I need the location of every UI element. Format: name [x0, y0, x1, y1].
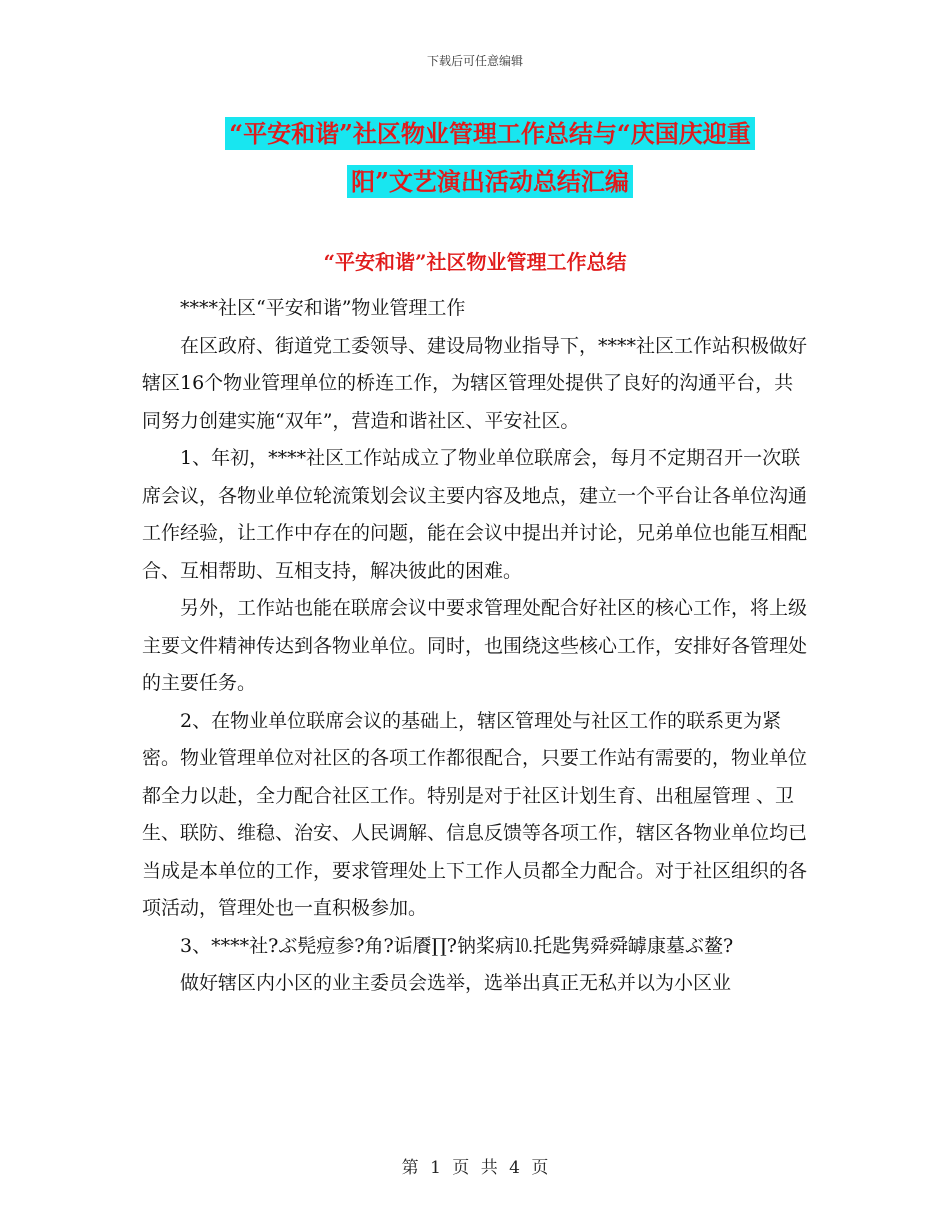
document-title-line-2: 阳”文艺演出活动总结汇编 — [347, 165, 633, 198]
header-note: 下载后可任意编辑 — [426, 54, 523, 68]
page-footer: 第 1 页 共 4 页 — [401, 1158, 549, 1178]
paragraph: 另外，工作站也能在联席会议中要求管理处配合好社区的核心工作，将上级主要文件精神传达到各物业单位。同时，也围绕这些核心工作，安排好各管理处的主要任务。 — [142, 597, 808, 694]
section-title: “平安和谐”社区物业管理工作总结 — [323, 250, 627, 274]
body-text — [142, 290, 808, 1003]
document-title — [160, 110, 820, 206]
document-title-line-1: “平安和谐”社区物业管理工作总结与“庆国庆迎重 — [225, 117, 754, 150]
paragraph: 3、****社?ぶ髡痘参?角?诟餍∏?钠桨病⒑托匙隽舜舜罅康墓ぶ鳌? — [180, 934, 734, 957]
paragraph: ****社区“平安和谐”物业管理工作 — [180, 297, 466, 319]
paragraph: 2、在物业单位联席会议的基础上，辖区管理处与社区工作的联系更为紧密。物业管理单位对社区的各项工作都很配合，只要工作站有需要的，物业单位都全力以赴，全力配合社区工作。特别是对于社区计划生育、出租屋管理 、卫生、联防、维稳、治安、人民调解、信息反馈等各项工作，辖区各物业单位均已当成是本单位的工作，要求管理处上下工作人员都全力配合。对于社区组织的各项活动，管理处也一直积极参加。 — [142, 709, 808, 919]
paragraph: 在区政府、街道党工委领导、建设局物业指导下，****社区工作站积极做好辖区16个物业管理单位的桥连工作，为辖区管理处提供了良好的沟通平台，共同努力创建实施“双年”，营造和谐社区、平安社区。 — [142, 334, 808, 432]
paragraph: 做好辖区内小区的业主委员会选举，选举出真正无私并以为小区业 — [180, 972, 732, 994]
paragraph: 1、年初，****社区工作站成立了物业单位联席会，每月不定期召开一次联席会议，各物业单位轮流策划会议主要内容及地点，建立一个平台让各单位沟通工作经验，让工作中存在的问题，能在会议中提出并讨论，兄弟单位也能互相配合、互相帮助、互相支持，解决彼此的困难。 — [142, 447, 808, 582]
